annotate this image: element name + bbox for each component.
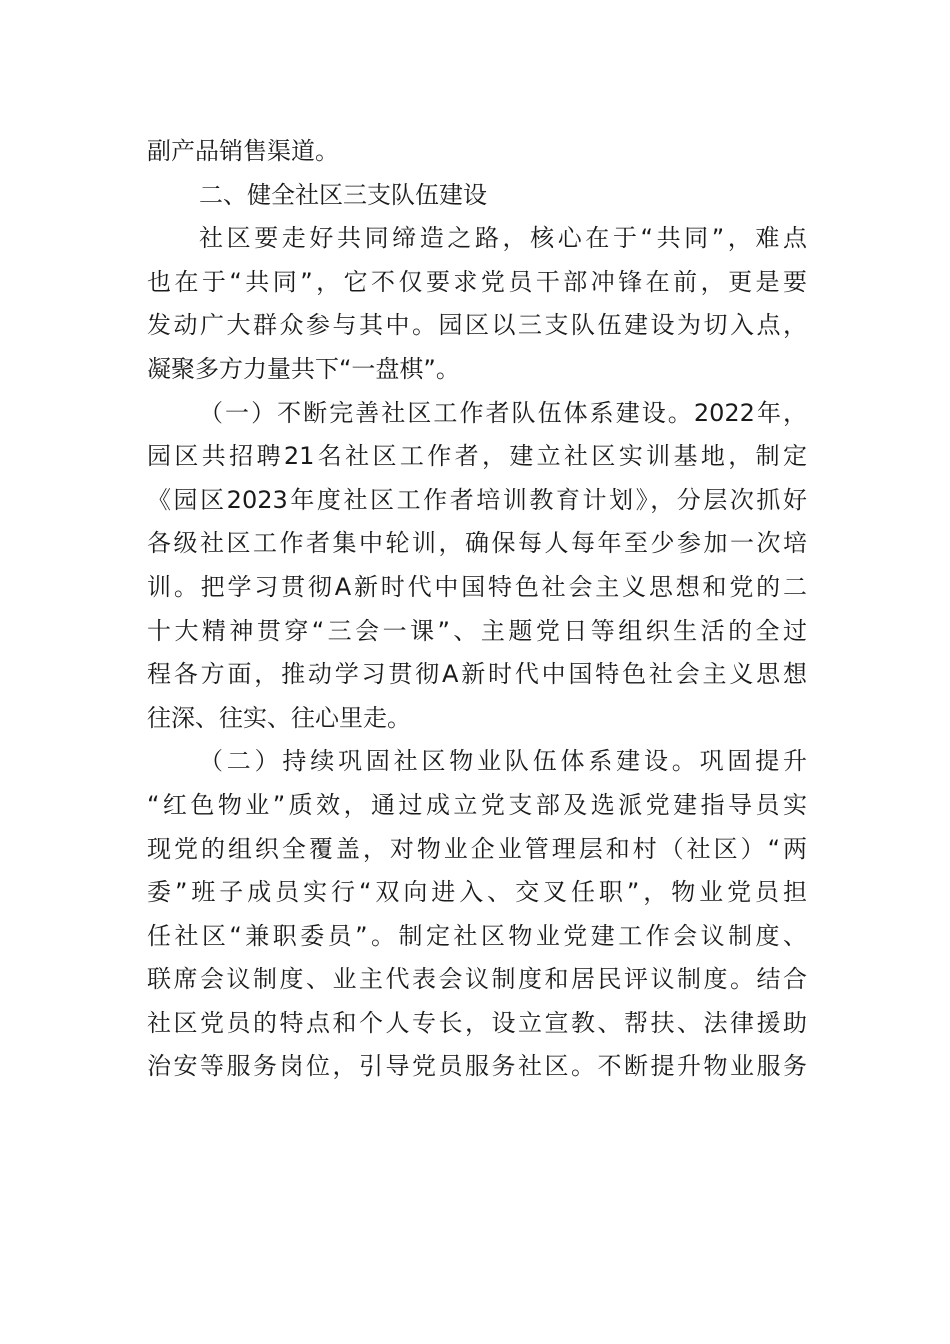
paragraph-line: 治安等服务岗位，引导党员服务社区。不断提升物业服务 [147, 1052, 807, 1081]
section-heading: 二、健全社区三支队伍建设 [199, 180, 487, 209]
paragraph-line: 也在于“共同”，它不仅要求党员干部冲锋在前，更是要 [147, 267, 807, 296]
paragraph-line: 十大精神贯穿“三会一课”、主题党日等组织生活的全过 [147, 616, 807, 645]
subsection-heading-line: （一）不断完善社区工作者队伍体系建设。2022年， [199, 398, 807, 427]
paragraph-line: “红色物业”质效，通过成立党支部及选派党建指导员实 [147, 790, 807, 819]
paragraph-line: 任社区“兼职委员”。制定社区物业党建工作会议制度、 [147, 921, 807, 950]
paragraph-line: 副产品销售渠道。 [147, 137, 339, 165]
subsection-heading-line: （二）持续巩固社区物业队伍体系建设。巩固提升 [199, 747, 807, 776]
paragraph-line: 程各方面，推动学习贯彻A新时代中国特色社会主义思想 [147, 660, 807, 689]
paragraph-line: 发动广大群众参与其中。园区以三支队伍建设为切入点， [147, 311, 807, 340]
paragraph-line: 训。把学习贯彻A新时代中国特色社会主义思想和党的二 [147, 572, 807, 601]
paragraph-line: 社区党员的特点和个人专长，设立宣教、帮扶、法律援助 [147, 1008, 807, 1037]
paragraph-line: 凝聚多方力量共下“一盘棋”。 [147, 354, 460, 383]
body-text [147, 130, 807, 1089]
paragraph-line: 各级社区工作者集中轮训，确保每人每年至少参加一次培 [147, 529, 807, 558]
paragraph-line: 《园区2023年度社区工作者培训教育计划》，分层次抓好 [147, 485, 807, 514]
paragraph-line: 往深、往实、往心里走。 [147, 703, 411, 732]
paragraph-line: 现党的组织全覆盖，对物业企业管理层和村（社区）“两 [147, 834, 807, 863]
paragraph-line: 联席会议制度、业主代表会议制度和居民评议制度。结合 [147, 965, 807, 994]
paragraph-line: 园区共招聘21名社区工作者，建立社区实训基地，制定 [147, 442, 807, 471]
paragraph-line: 委”班子成员实行“双向进入、交叉任职”，物业党员担 [147, 878, 807, 907]
paragraph-line: 社区要走好共同缔造之路，核心在于“共同”，难点 [199, 224, 807, 253]
